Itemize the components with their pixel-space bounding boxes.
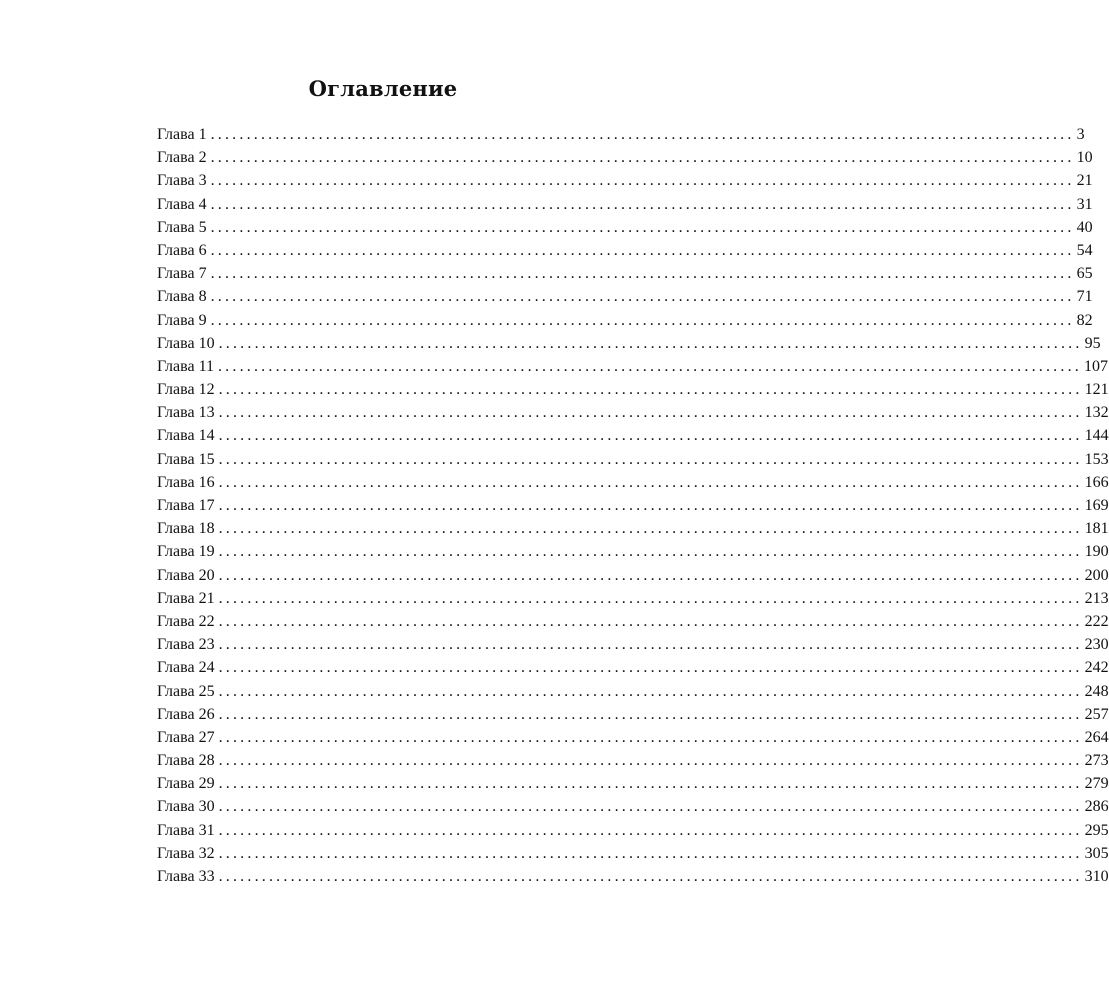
- toc-entry: [157, 239, 1093, 262]
- toc-entry-page-number: 222: [1084, 612, 1109, 630]
- toc-entry: [157, 564, 1109, 587]
- toc-entry-page-number: 200: [1084, 566, 1109, 584]
- toc-entry-label: Глава 22: [157, 612, 215, 630]
- toc-entry: [157, 193, 1093, 216]
- toc-entry: [157, 401, 1109, 424]
- toc-entry: [157, 517, 1109, 540]
- toc-entry-page-number: 242: [1084, 659, 1109, 677]
- toc-entry-page-number: 95: [1084, 334, 1101, 352]
- toc-entry: [157, 819, 1109, 842]
- toc-entry: [157, 865, 1109, 888]
- toc-dot-leader: ........................................................................................................................: [218, 844, 1083, 862]
- toc-entry-label: Глава 11: [157, 357, 214, 375]
- toc-entry-label: Глава 33: [157, 868, 215, 885]
- toc-entry-page-number: 144: [1084, 427, 1109, 445]
- toc-dot-leader: ........................................................................................................................: [218, 868, 1083, 885]
- toc-dot-leader: ........................................................................................................................: [210, 311, 1075, 329]
- toc-dot-leader: ........................................................................................................................: [218, 612, 1083, 630]
- toc-dot-leader: ........................................................................................................................: [210, 195, 1075, 213]
- toc-dot-leader: ........................................................................................................................: [210, 149, 1075, 167]
- toc-dot-leader: ........................................................................................................................: [210, 126, 1075, 143]
- toc-entry-label: Глава 10: [157, 334, 215, 352]
- toc-entry-page-number: 286: [1084, 798, 1109, 816]
- toc-entry: [157, 262, 1093, 285]
- toc-entry-label: Глава 21: [157, 589, 215, 607]
- toc-entry-page-number: 310: [1084, 868, 1109, 885]
- toc-entry-label: Глава 14: [157, 427, 215, 445]
- toc-entry-page-number: 305: [1084, 844, 1109, 862]
- toc-entry-page-number: 248: [1084, 682, 1109, 700]
- toc-dot-leader: ........................................................................................................................: [218, 543, 1083, 561]
- toc-entry-label: Глава 24: [157, 659, 215, 677]
- toc-entry-label: Глава 26: [157, 705, 215, 723]
- toc-entry-page-number: 295: [1084, 821, 1109, 839]
- toc-entry: [157, 123, 1085, 146]
- toc-entry-label: Глава 28: [157, 752, 215, 770]
- toc-dot-leader: ........................................................................................................................: [210, 241, 1075, 259]
- toc-entry: [157, 633, 1109, 656]
- toc-entry-label: Глава 12: [157, 381, 215, 399]
- toc-entry: [157, 448, 1109, 471]
- toc-entry-label: Глава 6: [157, 241, 207, 259]
- toc-entry-page-number: 166: [1084, 473, 1109, 491]
- toc-dot-leader: ........................................................................................................................: [218, 728, 1083, 746]
- toc-entry-page-number: 273: [1084, 752, 1109, 770]
- toc-entry: [157, 587, 1109, 610]
- toc-dot-leader: ........................................................................................................................: [218, 705, 1083, 723]
- toc-entry: [157, 772, 1109, 795]
- toc-entry-page-number: 132: [1084, 404, 1109, 422]
- toc-entry-page-number: 181: [1084, 520, 1109, 538]
- toc-entry-page-number: 121: [1084, 381, 1109, 399]
- toc-entry-page-number: 71: [1076, 288, 1093, 306]
- toc-dot-leader: ........................................................................................................................: [210, 265, 1075, 283]
- toc-entry-label: Глава 17: [157, 497, 215, 514]
- toc-entry-page-number: 54: [1076, 241, 1093, 259]
- toc-entry-label: Глава 5: [157, 218, 207, 236]
- toc-dot-leader: ........................................................................................................................: [210, 288, 1075, 306]
- toc-entry: [157, 424, 1109, 447]
- toc-entry: [157, 842, 1109, 865]
- toc-entry: [157, 332, 1101, 355]
- toc-entry-label: Глава 4: [157, 195, 207, 213]
- toc-entry: [157, 680, 1109, 703]
- toc-dot-leader: ........................................................................................................................: [218, 520, 1083, 538]
- toc-dot-leader: ........................................................................................................................: [218, 659, 1083, 677]
- toc-dot-leader: ........................................................................................................................: [218, 334, 1083, 352]
- toc-entry-page-number: 169: [1084, 497, 1109, 514]
- toc-entry: [157, 795, 1109, 818]
- toc-entry-label: Глава 18: [157, 520, 215, 538]
- toc-dot-leader: ........................................................................................................................: [218, 821, 1083, 839]
- toc-entry-page-number: 153: [1084, 450, 1109, 468]
- toc-entry-page-number: 264: [1084, 728, 1109, 746]
- toc-entry-label: Глава 13: [157, 404, 215, 422]
- toc-entry: [157, 309, 1093, 332]
- toc-entry-label: Глава 27: [157, 728, 215, 746]
- toc-dot-leader: ........................................................................................................................: [218, 427, 1083, 445]
- toc-entry-page-number: 190: [1084, 543, 1109, 561]
- toc-dot-leader: ........................................................................................................................: [218, 752, 1083, 770]
- toc-entry: [157, 703, 1109, 726]
- toc-entry-label: Глава 32: [157, 844, 215, 862]
- toc-entry: [157, 726, 1109, 749]
- toc-dot-leader: ........................................................................................................................: [210, 218, 1075, 236]
- toc-entry-label: Глава 30: [157, 798, 215, 816]
- toc-entry: [157, 656, 1109, 679]
- toc-entry-label: Глава 3: [157, 172, 207, 190]
- toc-entry: [157, 216, 1093, 239]
- toc-entry-page-number: 213: [1084, 589, 1109, 607]
- toc-dot-leader: ........................................................................................................................: [218, 473, 1083, 491]
- toc-entry-page-number: 40: [1076, 218, 1093, 236]
- toc-entry: [157, 169, 1093, 192]
- toc-dot-leader: ........................................................................................................................: [218, 775, 1083, 793]
- toc-entry: [157, 355, 1108, 378]
- toc-entry-label: Глава 19: [157, 543, 215, 561]
- toc-entry-label: Глава 7: [157, 265, 207, 283]
- toc-dot-leader: ........................................................................................................................: [218, 682, 1083, 700]
- toc-list: [157, 123, 1109, 888]
- toc-entry: [157, 540, 1109, 563]
- toc-dot-leader: ........................................................................................................................: [218, 566, 1083, 584]
- toc-entry-label: Глава 23: [157, 636, 215, 654]
- toc-entry: [157, 146, 1093, 169]
- toc-dot-leader: ........................................................................................................................: [218, 497, 1083, 514]
- toc-dot-leader: ........................................................................................................................: [218, 404, 1083, 422]
- toc-dot-leader: ........................................................................................................................: [218, 589, 1083, 607]
- toc-entry-label: Глава 25: [157, 682, 215, 700]
- toc-dot-leader: ........................................................................................................................: [217, 357, 1082, 375]
- toc-entry-page-number: 10: [1076, 149, 1093, 167]
- toc-dot-leader: ........................................................................................................................: [218, 381, 1083, 399]
- toc-entry: [157, 749, 1109, 772]
- toc-entry-label: Глава 15: [157, 450, 215, 468]
- toc-entry-label: Глава 9: [157, 311, 207, 329]
- toc-entry-label: Глава 31: [157, 821, 215, 839]
- toc-entry-page-number: 21: [1076, 172, 1093, 190]
- toc-entry-page-number: 65: [1076, 265, 1093, 283]
- toc-entry-label: Глава 16: [157, 473, 215, 491]
- toc-dot-leader: ........................................................................................................................: [218, 450, 1083, 468]
- toc-title: Оглавление: [308, 76, 458, 101]
- toc-entry: [157, 610, 1109, 633]
- toc-entry-page-number: 31: [1076, 195, 1093, 213]
- toc-entry: [157, 285, 1093, 308]
- toc-entry-label: Глава 8: [157, 288, 207, 306]
- toc-dot-leader: ........................................................................................................................: [218, 636, 1083, 654]
- toc-entry-label: Глава 2: [157, 149, 207, 167]
- toc-entry: [157, 471, 1109, 494]
- toc-entry-label: Глава 1: [157, 126, 207, 143]
- toc-entry-label: Глава 20: [157, 566, 215, 584]
- toc-entry-page-number: 279: [1084, 775, 1109, 793]
- toc-entry: [157, 378, 1109, 401]
- toc-entry-page-number: 257: [1084, 705, 1109, 723]
- toc-entry-page-number: 230: [1084, 636, 1109, 654]
- toc-entry-page-number: 82: [1076, 311, 1093, 329]
- toc-dot-leader: ........................................................................................................................: [218, 798, 1083, 816]
- toc-entry: [157, 494, 1109, 517]
- toc-dot-leader: ........................................................................................................................: [210, 172, 1075, 190]
- toc-entry-page-number: 3: [1076, 126, 1085, 143]
- toc-entry-label: Глава 29: [157, 775, 215, 793]
- toc-entry-page-number: 107: [1083, 357, 1108, 375]
